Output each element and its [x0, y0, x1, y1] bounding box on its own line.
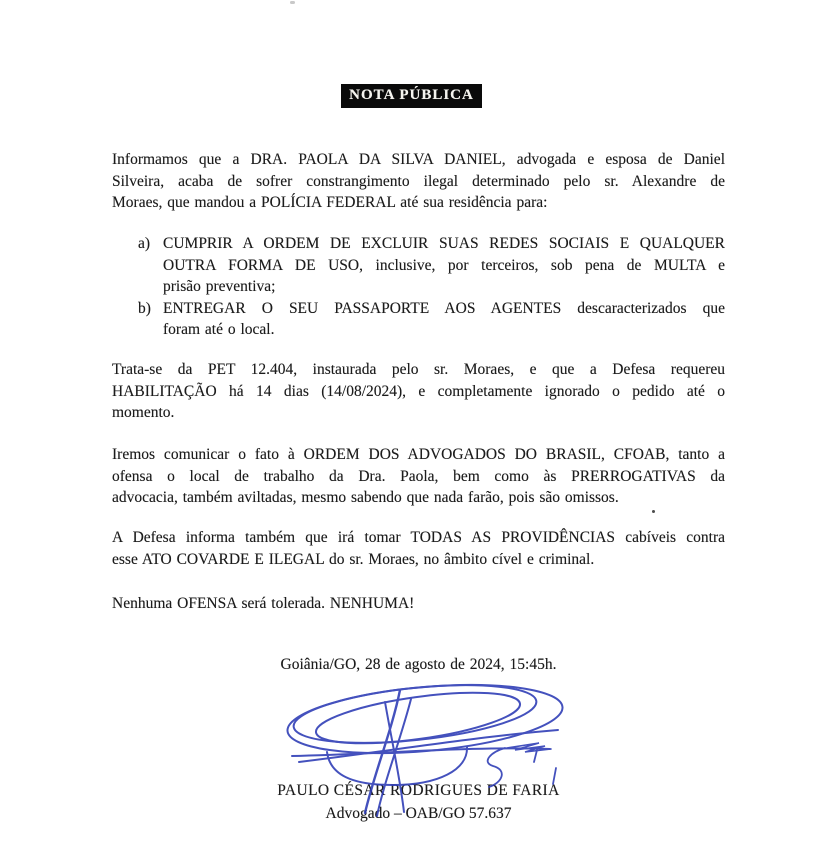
list-marker-b: b) [138, 299, 151, 317]
closing-statement [112, 593, 725, 615]
text-line: esse ATO COVARDE E ILEGAL do sr. Moraes, no âmbito cível e criminal. [112, 550, 595, 568]
text-line: Nenhuma OFENSA será tolerada. NENHUMA! [112, 595, 415, 612]
list-item-a [112, 233, 725, 298]
text-line: Silveira, acaba de sofrer constrangimento ilegal determinado pelo sr. Alexandre de [112, 172, 725, 190]
text-line: Goiânia/GO, 28 de agosto de 2024, 15:45h. [280, 656, 557, 673]
text-line: advocacia, também aviltadas, mesmo sabendo que nada farão, pois são omissos. [112, 489, 619, 506]
text-line: momento. [112, 404, 175, 421]
text-line: Informamos que a DRA. PAOLA DA SILVA DANIEL, advogada e esposa de Daniel [112, 151, 725, 168]
scan-speck-top [290, 1, 295, 4]
list-item-b [112, 298, 725, 341]
text-line: Moraes, que mandou a POLÍCIA FEDERAL até sua residência para: [112, 194, 548, 211]
paragraph-oab [112, 444, 725, 509]
document-title-row [0, 84, 823, 108]
signatory-credentials: Advogado – OAB/GO 57.637 [325, 805, 512, 822]
text-line: HABILITAÇÃO há 14 dias (14/08/2024), e completamente ignorado o pedido até o [112, 382, 725, 400]
date-line [112, 654, 725, 676]
demands-list [112, 233, 725, 341]
text-line: Iremos comunicar o fato à ORDEM DOS ADVOGADOS DO BRASIL, CFOAB, tanto a [112, 446, 725, 463]
signatory-name: PAULO CÉSAR RODRIGUES DE FARIA [277, 782, 560, 799]
document-title: NOTA PÚBLICA [341, 84, 482, 108]
paragraph-pet [112, 359, 725, 424]
list-marker-a: a) [138, 235, 151, 252]
text-line: prisão preventiva; [163, 278, 276, 295]
paragraph-defesa [112, 527, 725, 570]
scan-speck-dot [652, 510, 655, 513]
text-line: ofensa o local de trabalho da Dra. Paola, bem como às PRERROGATIVAS da [112, 467, 725, 485]
text-line: foram até o local. [163, 321, 275, 338]
text-line: Trata-se da PET 12.404, instaurada pelo sr. Moraes, e que a Defesa requereu [112, 361, 725, 378]
text-line: OUTRA FORMA DE USO, inclusive, por terceiros, sob pena de MULTA e [163, 256, 725, 274]
paragraph-intro [112, 149, 725, 214]
text-line: CUMPRIR A ORDEM DE EXCLUIR SUAS REDES SOCIAIS E QUALQUER [163, 235, 725, 252]
text-line: A Defesa informa também que irá tomar TODAS AS PROVIDÊNCIAS cabíveis contra [112, 529, 725, 546]
text-line: ENTREGAR O SEU PASSAPORTE AOS AGENTES descaracterizados que [163, 299, 725, 317]
